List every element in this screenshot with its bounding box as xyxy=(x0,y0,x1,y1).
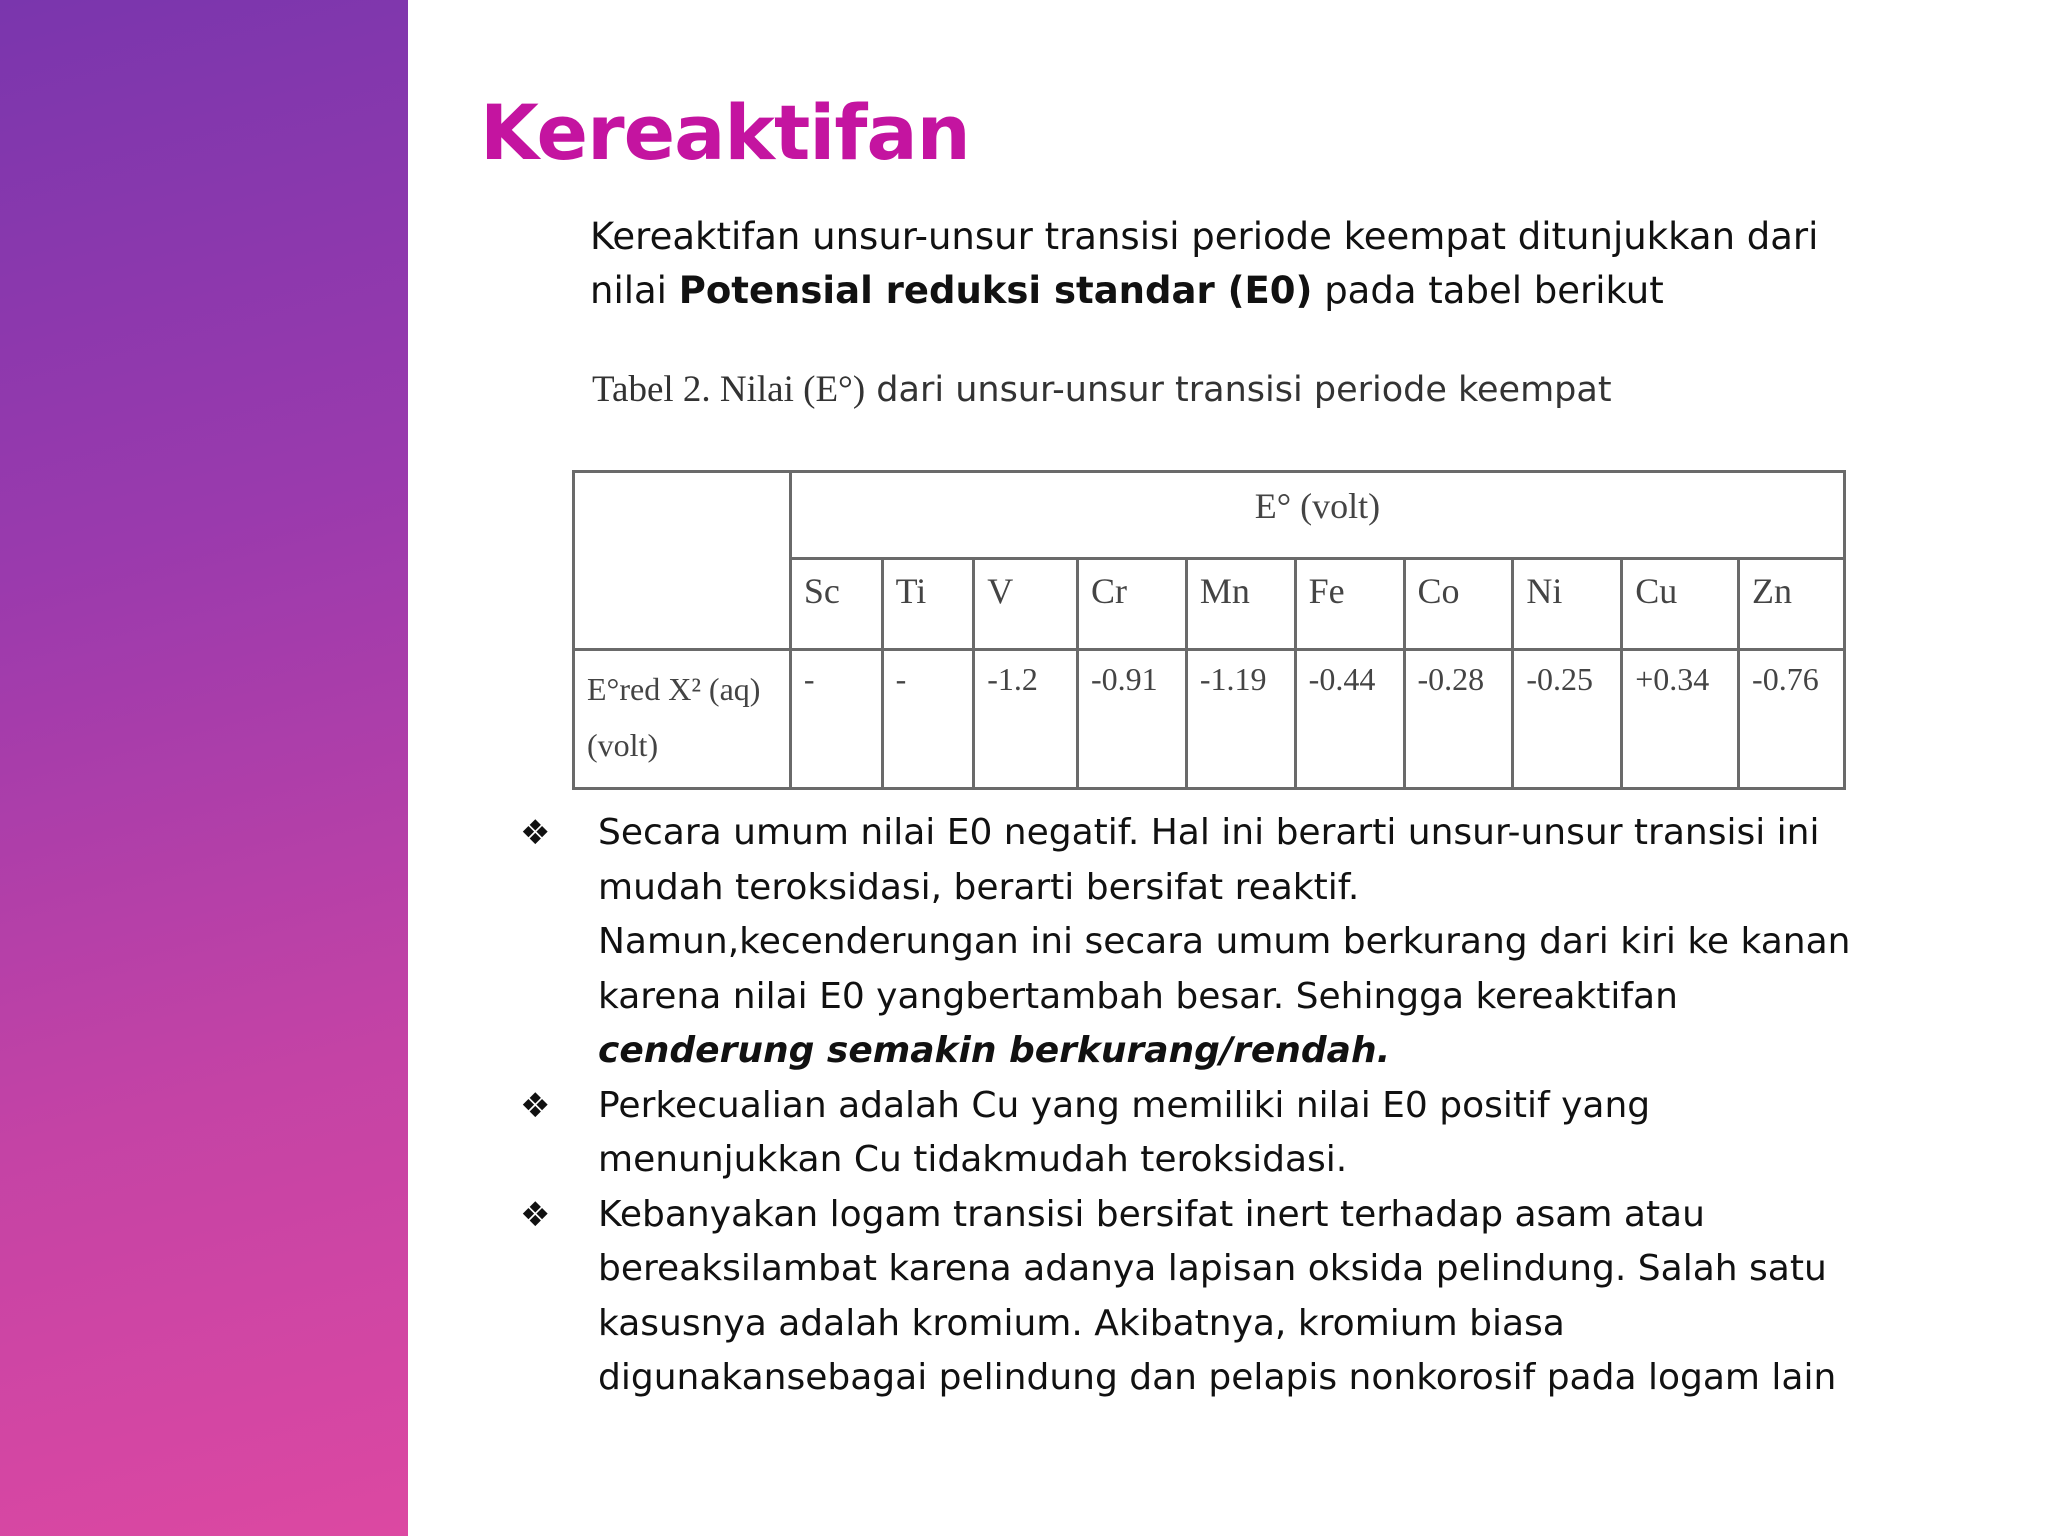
bullet-2-line-2: menunjukkan Cu tidakmudah teroksidasi. xyxy=(598,1139,1348,1180)
bullet-3-line-4: digunakansebagai pelindung dan pelapis nonkorosif pada logam lain xyxy=(598,1357,1837,1398)
table-caption xyxy=(592,368,1612,411)
bullet-3-line-3: kasusnya adalah kromium. Akibatnya, kromium biasa xyxy=(598,1302,1565,1344)
value-cell: - xyxy=(790,650,882,789)
element-cell: Cu xyxy=(1622,559,1739,650)
diamond-bullet-icon: ❖ xyxy=(520,1194,551,1235)
element-cell: Cr xyxy=(1077,559,1186,650)
row-label-cell xyxy=(574,650,791,789)
bullet-2-line-1: Perkecualian adalah Cu yang memiliki nilai E0 positif yang xyxy=(598,1084,1651,1126)
e0-table xyxy=(572,470,1846,790)
element-cell: Sc xyxy=(790,559,882,650)
bullet-1-line-4: karena nilai E0 yangbertambah besar. Sehingga kereaktifan xyxy=(598,975,1678,1017)
intro-line-2 xyxy=(590,264,1890,318)
bullet-3-line-1: Kebanyakan logam transisi bersifat inert terhadap asam atau xyxy=(598,1193,1705,1235)
list-item xyxy=(520,1188,1900,1406)
list-item xyxy=(520,806,1900,1079)
element-cell: Mn xyxy=(1186,559,1295,650)
table-corner-cell xyxy=(574,472,791,650)
side-gradient-band xyxy=(0,0,408,1536)
intro-text xyxy=(590,210,1890,318)
diamond-bullet-icon: ❖ xyxy=(520,813,551,853)
value-cell: -1.2 xyxy=(974,650,1078,789)
table-row xyxy=(574,650,1845,789)
value-cell: -0.76 xyxy=(1739,650,1845,789)
intro-line-2-bold: Potensial reduksi standar (E0) xyxy=(678,269,1313,312)
value-cell: -0.91 xyxy=(1077,650,1186,789)
value-cell: +0.34 xyxy=(1622,650,1739,789)
bullet-1-line-1: Secara umum nilai E0 negatif. Hal ini berarti unsur-unsur transisi ini xyxy=(598,812,1820,853)
bullet-1-emphasis: cenderung semakin berkurang/rendah. xyxy=(598,1030,1391,1071)
list-item xyxy=(520,1079,1900,1188)
value-cell: -0.25 xyxy=(1513,650,1622,789)
row-label-line-2: (volt) xyxy=(587,727,659,763)
bullet-1-line-3: Namun,kecenderungan ini secara umum berkurang dari kiri ke kanan xyxy=(598,921,1851,962)
bullet-list xyxy=(520,806,1900,1406)
element-cell: Zn xyxy=(1739,559,1845,650)
element-cell: V xyxy=(974,559,1078,650)
intro-line-1: Kereaktifan unsur-unsur transisi periode keempat ditunjukkan dari xyxy=(590,215,1819,258)
diamond-bullet-icon: ❖ xyxy=(520,1085,551,1126)
value-cell: -1.19 xyxy=(1186,650,1295,789)
row-label-line-1: E°red X² (aq) xyxy=(587,671,761,707)
value-cell: - xyxy=(882,650,974,789)
element-cell: Ti xyxy=(882,559,974,650)
value-cell: -0.28 xyxy=(1404,650,1513,789)
element-cell: Fe xyxy=(1295,559,1404,650)
page-title: Kereaktifan xyxy=(480,88,970,177)
intro-line-2-post: pada tabel berikut xyxy=(1312,269,1664,312)
bullet-3-line-2: bereaksilambat karena adanya lapisan oksida pelindung. Salah satu xyxy=(598,1248,1827,1289)
element-cell: Ni xyxy=(1513,559,1622,650)
intro-line-2-pre: nilai xyxy=(590,269,679,312)
table-caption-text: dari unsur-unsur transisi periode keempat xyxy=(865,370,1612,410)
table-caption-label: Tabel 2. Nilai (E°) xyxy=(592,369,866,410)
value-cell: -0.44 xyxy=(1295,650,1404,789)
element-cell: Co xyxy=(1404,559,1513,650)
table-header-e0: E° (volt) xyxy=(790,472,1844,559)
bullet-1-line-2: mudah teroksidasi, berarti bersifat reaktif. xyxy=(598,866,1360,908)
